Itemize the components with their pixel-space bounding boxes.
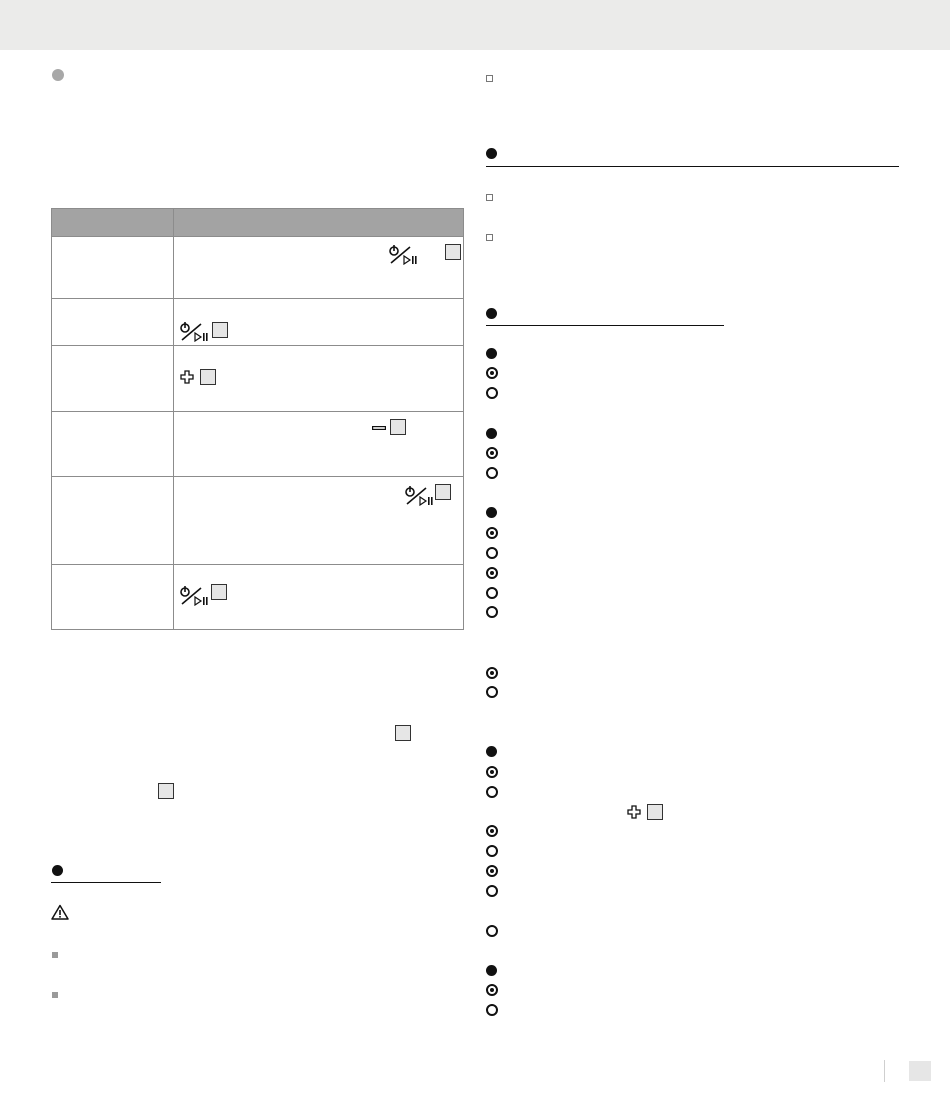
section-bullet-icon [52, 69, 64, 81]
list-bullet [52, 992, 58, 998]
table-header-row [52, 209, 463, 236]
power-play-pause-icon [388, 245, 426, 265]
page-number-tab [909, 1061, 931, 1081]
radio-selected-icon [486, 667, 498, 679]
radio-empty-icon [486, 1004, 498, 1016]
button-label-box [390, 419, 406, 435]
table-row-divider [52, 411, 463, 412]
radio-selected-icon [486, 984, 498, 996]
radio-selected-icon [486, 825, 498, 837]
button-label-box [435, 484, 451, 500]
radio-selected-icon [486, 567, 498, 579]
radio-empty-icon [486, 467, 498, 479]
table-divider [173, 209, 174, 629]
section-bullet-icon [486, 308, 497, 319]
button-label-box [647, 804, 663, 820]
table-row-divider [52, 236, 463, 237]
problem-bullet-icon [486, 428, 497, 439]
function-table [51, 208, 464, 630]
radio-selected-icon [486, 447, 498, 459]
button-label-box [212, 322, 228, 338]
problem-bullet-icon [486, 965, 497, 976]
radio-empty-icon [486, 786, 498, 798]
list-bullet [52, 952, 58, 958]
list-bullet [486, 75, 493, 82]
table-row-divider [52, 476, 463, 477]
section-bullet-icon [486, 148, 497, 159]
button-label-box [200, 369, 216, 385]
radio-empty-icon [486, 925, 498, 937]
radio-selected-icon [486, 527, 498, 539]
warning-icon [51, 904, 69, 920]
radio-empty-icon [486, 587, 498, 599]
button-label-box [395, 725, 411, 741]
button-label-box [445, 244, 461, 260]
button-label-box [211, 584, 227, 600]
radio-selected-icon [486, 766, 498, 778]
problem-bullet-icon [486, 348, 497, 359]
table-row-divider [52, 345, 463, 346]
radio-empty-icon [486, 686, 498, 698]
button-label-box [158, 783, 174, 799]
radio-empty-icon [486, 547, 498, 559]
radio-empty-icon [486, 606, 498, 618]
table-row-divider [52, 564, 463, 565]
minus-icon [372, 426, 386, 430]
problem-bullet-icon [486, 507, 497, 518]
header-bar [0, 0, 950, 50]
radio-empty-icon [486, 387, 498, 399]
section-bullet-icon [52, 865, 63, 876]
table-row-divider [52, 298, 463, 299]
section-underline [486, 325, 724, 326]
list-bullet [486, 234, 493, 241]
problem-bullet-icon [486, 746, 497, 757]
radio-selected-icon [486, 367, 498, 379]
plus-icon [627, 805, 641, 819]
radio-empty-icon [486, 845, 498, 857]
radio-selected-icon [486, 865, 498, 877]
section-underline [486, 166, 899, 167]
section-underline [51, 882, 161, 883]
list-bullet [486, 194, 493, 201]
plus-icon [180, 370, 194, 384]
page-separator [884, 1060, 885, 1082]
radio-empty-icon [486, 885, 498, 897]
